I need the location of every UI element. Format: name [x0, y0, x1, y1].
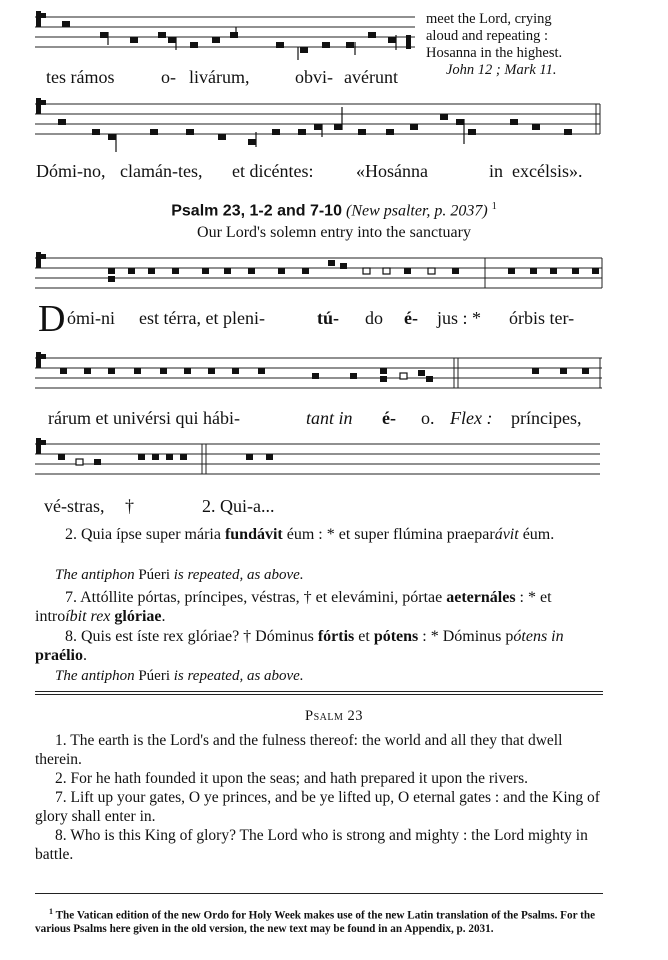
psalm-subtitle: [0, 224, 668, 242]
rubric-text: Púeri: [134, 567, 174, 583]
english-psalm-heading: [0, 708, 668, 725]
chant-staff-1: [0, 5, 420, 65]
syllable: jus : *: [437, 308, 482, 328]
lyric-row-3: [0, 298, 668, 348]
verse-accent: praélio: [35, 647, 83, 664]
syllable: «Hosánna: [356, 161, 428, 181]
english-heading-text: Psalm 23: [305, 708, 363, 724]
rubric-text: The antiphon: [55, 668, 135, 684]
antiphon-note-2: [55, 667, 623, 686]
syllable: tes rámos: [46, 67, 115, 87]
footnote-divider: [35, 893, 603, 894]
syllable: et dicéntes:: [232, 161, 314, 181]
psalm-reference: (New psalter, p. 2037): [345, 202, 488, 220]
syllable: Flex :: [450, 408, 493, 428]
chant-staff-2: [0, 92, 668, 160]
verse-text: 7. Attóllite pórtas, príncipes, véstras, † et elevámini, pórtae: [65, 589, 443, 606]
verse-text: Dóminus p: [442, 628, 514, 645]
verse-accent: aeternáles: [446, 589, 516, 606]
syllable: tant in: [306, 408, 353, 428]
verse-text: éum : * et super flúmina: [282, 526, 443, 543]
english-verse: 8. Who is this King of glory? The Lord who is strong and mighty : the Lord mighty in battle.: [35, 827, 588, 863]
syllable: órbis ter-: [509, 308, 575, 328]
lyric-row-1: [0, 67, 420, 89]
syllable: o-: [161, 67, 176, 87]
syllable: avérunt: [344, 67, 398, 87]
footnote-marker: 1: [49, 907, 53, 916]
syllable: tú-: [317, 308, 339, 328]
side-line: Hosanna in the highest.: [426, 45, 563, 61]
verse-text: : * et intro: [35, 589, 552, 625]
syllable: in: [489, 161, 504, 181]
verse-text: praepar: [446, 526, 495, 543]
syllable: livárum,: [189, 67, 250, 87]
rubric-text: Púeri: [134, 668, 174, 684]
lyric-row-4: [0, 408, 668, 432]
verse-accent: fórtis: [317, 628, 355, 645]
antiphon-note-1: [55, 566, 623, 585]
verse-accent: ótens in: [513, 628, 564, 645]
verse-8: [35, 627, 603, 665]
syllable: excélsis».: [512, 161, 583, 181]
verse-accent: glóriae: [110, 608, 162, 625]
verse-2: [35, 525, 603, 544]
initial-capital: D: [38, 298, 66, 340]
chant-staff-4: [0, 346, 668, 404]
footnote: [35, 905, 605, 936]
psalm-title: Psalm 23, 1-2 and 7-10: [171, 202, 342, 220]
english-verse: 1. The earth is the Lord's and the fulness thereof: the world and all they that dwell therein.: [35, 732, 563, 768]
verse-accent: pótens: [373, 628, 419, 645]
english-verse: 2. For he hath founded it upon the seas; and hath prepared it upon the rivers.: [55, 770, 529, 787]
syllable: o.: [421, 408, 435, 428]
syllable: é-: [404, 308, 418, 328]
syllable: príncipes,: [511, 408, 582, 428]
verse-accent: íbit rex: [65, 608, 111, 625]
syllable: est térra, et pleni-: [139, 308, 265, 328]
verse-accent: ávit: [494, 526, 519, 543]
verse-text: : *: [418, 628, 439, 645]
rubric-text: The antiphon: [55, 567, 135, 583]
syllable: rárum et univérsi qui hábi-: [48, 408, 240, 428]
dagger-mark: †: [125, 496, 134, 516]
lyric-row-2: [0, 161, 668, 183]
side-line: meet the Lord, crying: [426, 11, 552, 27]
syllable: ómi-ni: [67, 308, 115, 328]
lyric-row-5: [0, 496, 668, 518]
chant-staff-3: [0, 246, 668, 306]
verse-text: et: [354, 628, 374, 645]
syllable: clamán-tes,: [120, 161, 203, 181]
syllable: 2. Qui-a...: [202, 496, 275, 516]
section-divider: [35, 694, 603, 695]
psalm-subtitle-text: Our Lord's solemn entry into the sanctuary: [197, 224, 471, 241]
verse-7: [35, 588, 603, 626]
scripture-reference: John 12 ; Mark 11.: [446, 62, 557, 78]
footnote-marker: 1: [491, 201, 497, 212]
syllable: do: [365, 308, 383, 328]
syllable: obvi-: [295, 67, 333, 87]
chant-staff-5: [0, 432, 668, 490]
footnote-text: The Vatican edition of the new Ordo for Holy Week makes use of the new Latin translation of the Psalms. For the various Psalms here given in the old version, the new text may be found in an Appendix, p. 2031.: [35, 909, 596, 935]
syllable: Dómi-no,: [36, 161, 106, 181]
psalm-heading: [0, 201, 668, 220]
side-text: [426, 11, 562, 79]
verse-text: 8. Quis est íste rex glóriae? † Dóminus: [65, 628, 318, 645]
section-divider: [35, 691, 603, 692]
verse-text: .: [83, 647, 87, 664]
verse-text: 2. Quia ípse super mária: [65, 526, 225, 543]
rubric-text: is repeated, as above.: [173, 668, 304, 684]
side-line: aloud and repeating :: [426, 28, 548, 44]
syllable: é-: [382, 408, 396, 428]
verse-text: .: [161, 608, 166, 625]
english-verse: 7. Lift up your gates, O ye princes, and be ye lifted up, O eternal gates : and the King of glory shall enter in.: [35, 789, 600, 825]
verse-accent: fundávit: [224, 526, 283, 543]
english-psalm: [35, 731, 603, 864]
verse-text: éum.: [518, 526, 555, 543]
rubric-text: is repeated, as above.: [173, 567, 304, 583]
syllable: vé-stras,: [44, 496, 105, 516]
